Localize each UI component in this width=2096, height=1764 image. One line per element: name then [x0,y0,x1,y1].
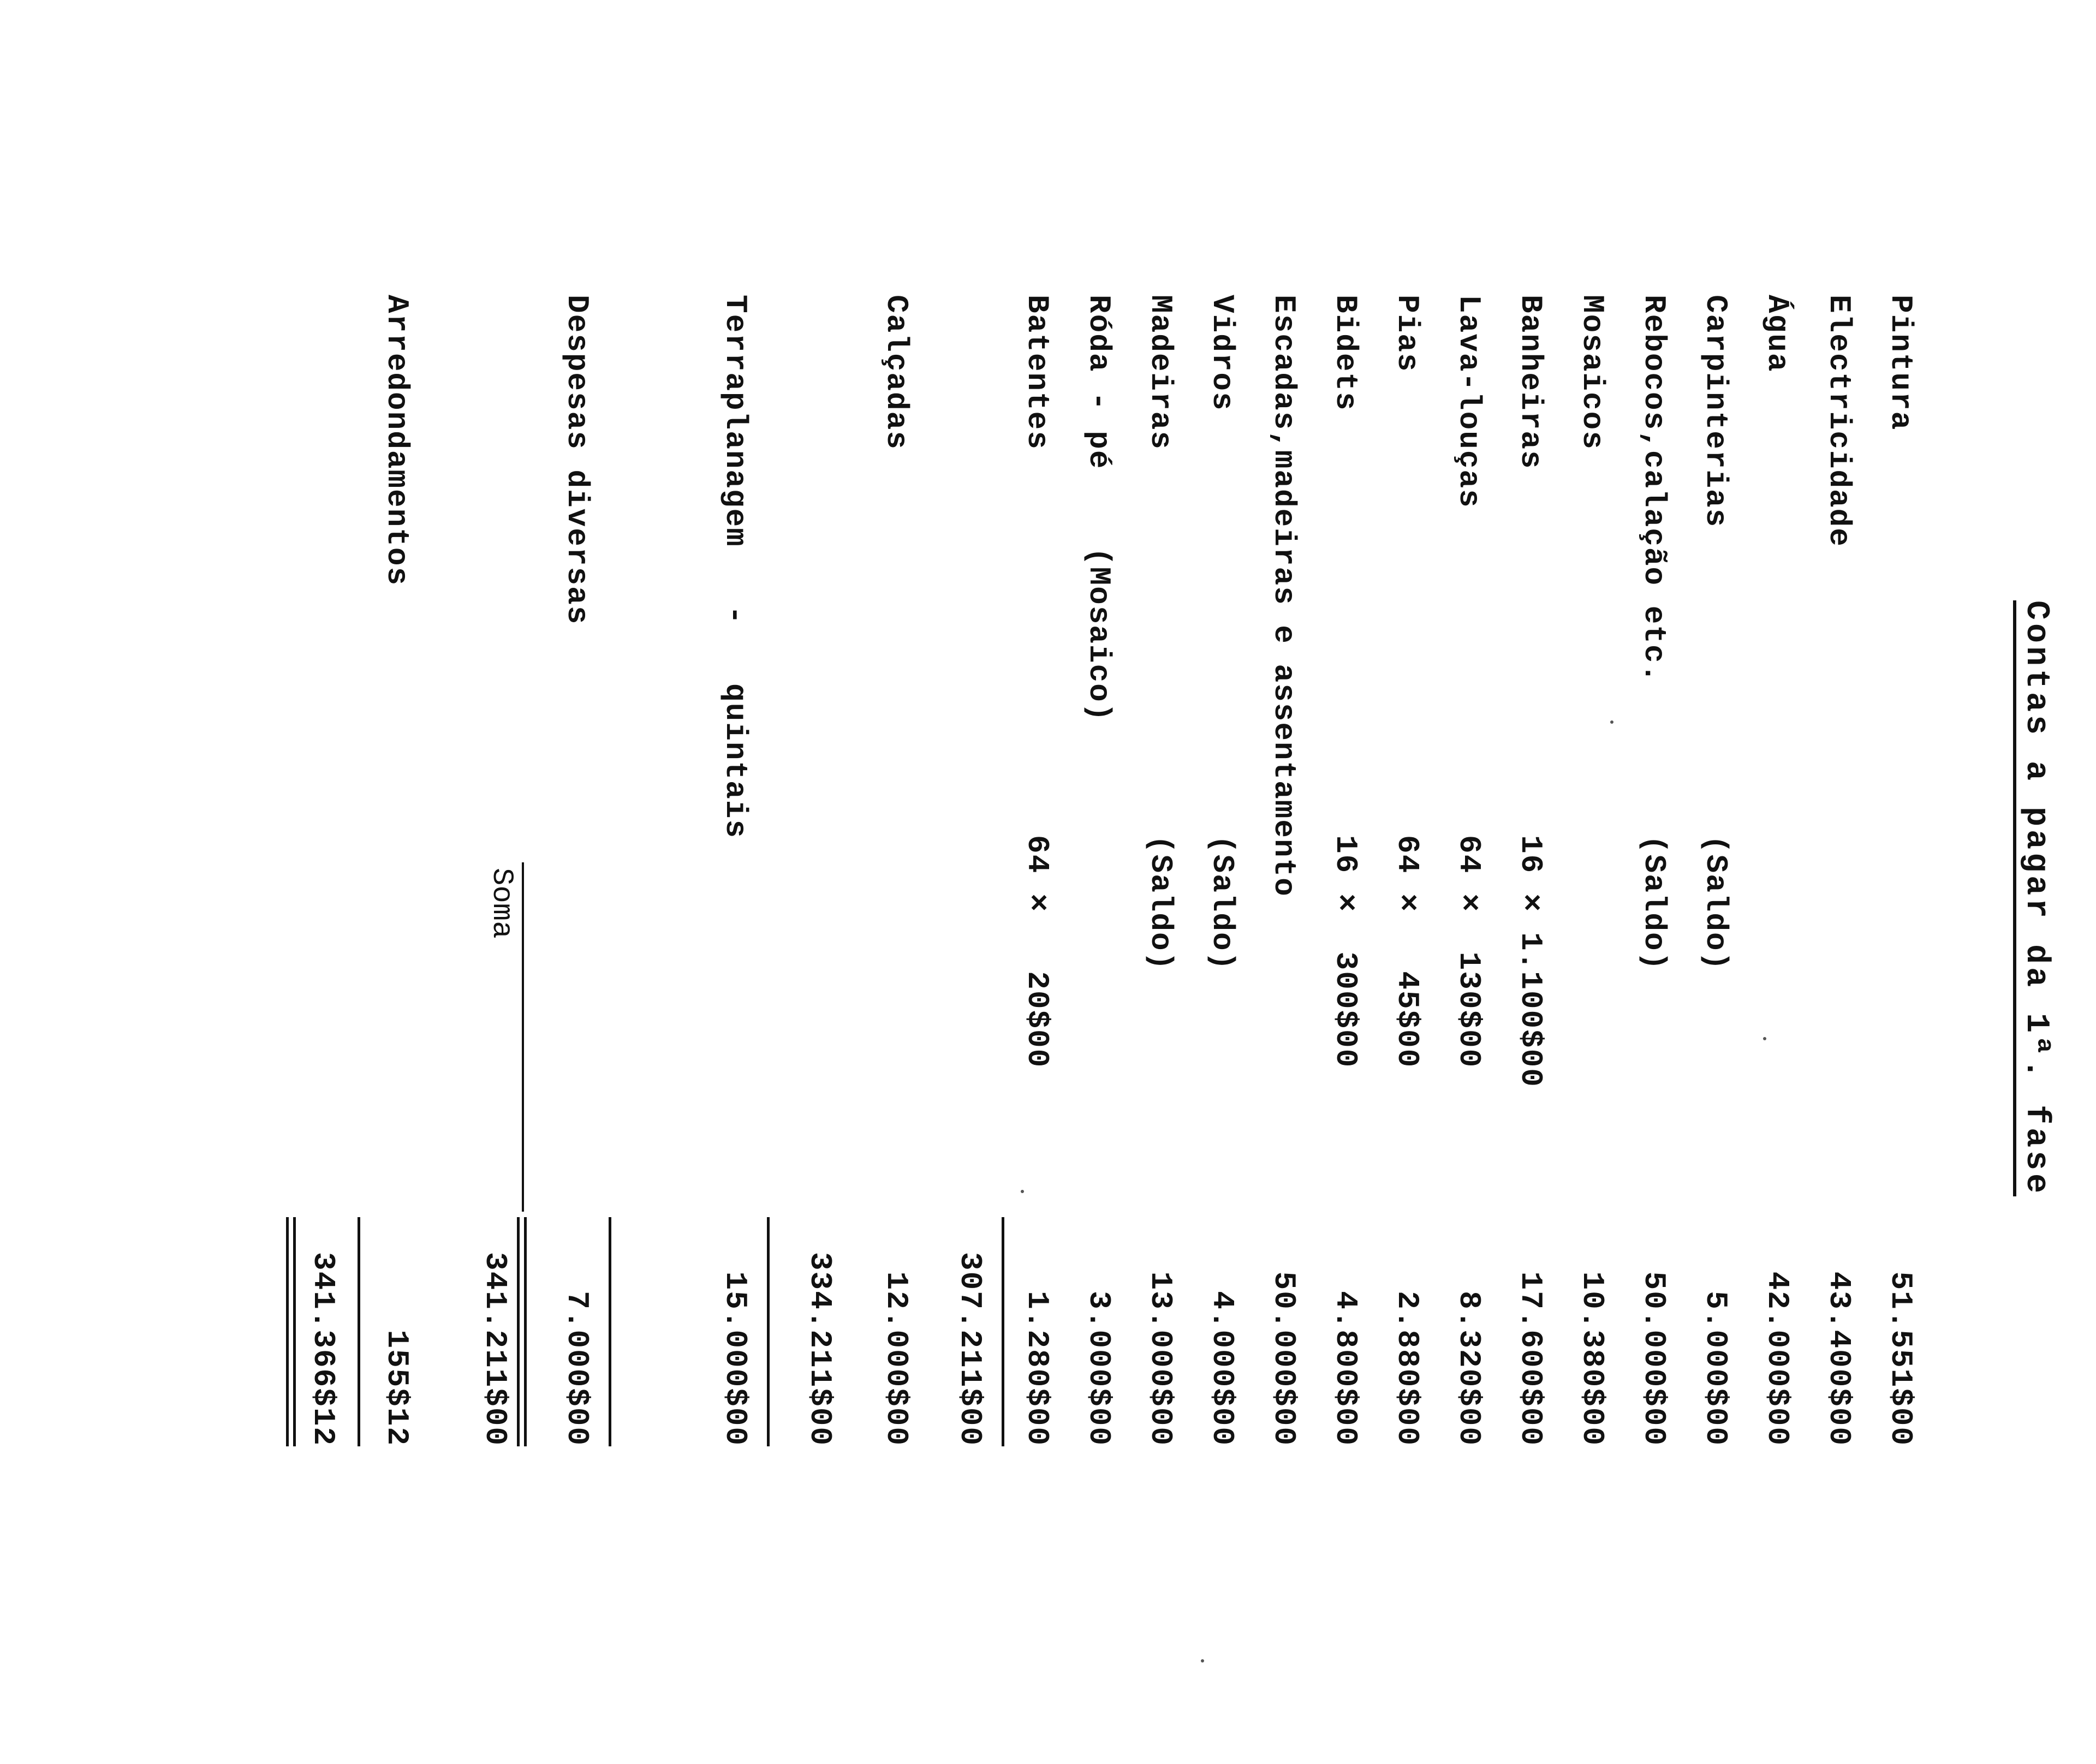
item-row [1569,295,1610,1714]
rotated-document-sheet [142,295,2055,1714]
scan-speck [1201,1659,1204,1662]
item-description: Rebocos,calação etc. [1636,295,1671,684]
item-amount: 7.000$00 [559,1291,594,1446]
item-amount: 3.000$00 [1081,1291,1116,1446]
item-amount: 4.000$00 [1205,1291,1240,1446]
item-row [1076,295,1114,1714]
rounding-row [374,295,412,1714]
item-description: Lava-louças [1451,295,1486,509]
item-amount: 42.000$00 [1760,1271,1795,1446]
scan-speck [1021,1190,1024,1193]
grand-total-double-rule [286,1217,296,1446]
item-calc: 16 × 300$00 [1328,835,1363,1069]
item-amount: 1.280$00 [1020,1291,1055,1446]
item-calc: (Saldo) [1143,835,1178,972]
item-calc: (Saldo) [1698,835,1733,972]
item-description: Madeiras [1143,295,1178,450]
item-row [1261,295,1299,1714]
item-row [1693,295,1731,1714]
soma-label: Soma [485,868,518,939]
item-row [1631,295,1669,1714]
subtotal-rule [1002,1217,1004,1446]
total-rule [358,1217,360,1446]
item-row [1138,295,1176,1714]
item-description: Electricidade [1821,295,1856,547]
item-description: Pias [1390,295,1425,373]
item-calc: (Saldo) [1636,835,1671,972]
item-description: Calçadas [879,295,914,450]
item-description: Róda - pé (Mosaico) [1081,295,1116,723]
item-row [1508,295,1546,1714]
soma-underline [522,862,524,1212]
item-amount: 5.000$00 [1698,1291,1733,1446]
item-description: Pintura [1883,295,1918,431]
section-rule [609,1217,611,1446]
item-amount: 43.400$00 [1821,1271,1856,1446]
item-row [873,295,912,1714]
item-description: Banheiras [1513,295,1548,470]
item-amount: 8.320$00 [1451,1291,1486,1446]
section-rule [767,1217,770,1446]
item-calc: (Saldo) [1205,835,1240,972]
item-row [1323,295,1361,1714]
subtotal-row [947,295,985,1714]
item-amount: 15.000$00 [718,1271,753,1446]
item-amount: 13.000$00 [1143,1271,1178,1446]
item-description: Escadas,madeiras e assentamento [1266,295,1301,897]
item-row [1446,295,1484,1714]
item-amount: 4.800$00 [1328,1291,1363,1446]
scan-speck [1610,720,1613,724]
item-row [1014,295,1055,1714]
item-row [554,295,592,1714]
item-row [1816,295,1854,1714]
rounding-label: Arredondamentos [379,295,414,587]
soma-rule [517,1217,527,1446]
rounding-amount: 155$12 [379,1330,414,1446]
item-description: Despesas diversas [559,295,594,625]
item-amount: 51.551$00 [1883,1271,1918,1446]
item-amount: 50.000$00 [1636,1271,1671,1446]
item-amount: 50.000$00 [1266,1271,1301,1446]
item-row [1754,295,1793,1714]
item-description: Mosaicos [1575,295,1610,450]
subtotal-amount: 307.211$00 [952,1252,987,1446]
item-amount: 17.600$00 [1513,1271,1548,1446]
item-description: Carpinterias [1698,295,1733,528]
subtotal-row [797,295,835,1714]
scan-speck [1763,1037,1766,1040]
subtotal-amount: 334.211$00 [802,1252,837,1446]
item-row [1878,295,1916,1714]
item-calc: 64 × 20$00 [1020,835,1055,1069]
item-description: Terraplanagem - quintais [718,295,753,839]
item-row [1384,295,1425,1714]
item-amount: 12.000$00 [879,1271,914,1446]
item-description: Água [1760,295,1795,373]
item-calc: 64 × 45$00 [1390,835,1425,1069]
soma-row [472,295,513,1714]
item-amount: 2.880$00 [1390,1291,1425,1446]
soma-amount: 341.211$00 [478,1252,513,1446]
item-calc: 16 × 1.100$00 [1513,835,1548,1088]
document-title: Contas a pagar da 1ª. fase [2013,600,2052,1196]
item-amount: 10.380$00 [1575,1271,1610,1446]
item-row [1199,295,1240,1714]
item-calc: 64 × 130$00 [1451,835,1486,1069]
item-description: Batentes [1020,295,1055,450]
grand-total-amount: 341.366$12 [306,1252,341,1446]
item-description: Bidets [1328,295,1363,412]
item-row [712,295,751,1714]
grand-total-row [300,295,341,1714]
item-description: Vidros [1205,295,1240,412]
